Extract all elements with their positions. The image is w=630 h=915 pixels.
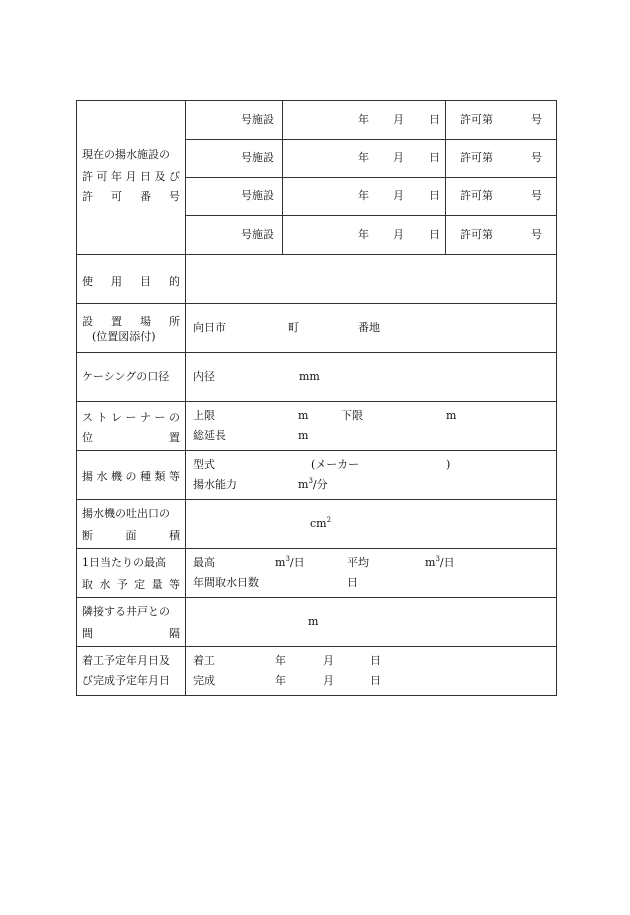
permit-label-char: 年 — [111, 170, 122, 183]
pump-label-char: 種 — [140, 470, 151, 483]
outlet-unit — [310, 517, 331, 531]
location-label-char: 所 — [169, 315, 180, 328]
location-label-char: 設 — [82, 315, 93, 328]
pump-capacity-unit-rate: /分 — [312, 478, 328, 491]
label-column-divider — [185, 101, 186, 695]
strainer-label-char: レ — [111, 411, 122, 424]
intake-label-char: 等 — [168, 578, 180, 591]
permit-number-prefix: 許可第 — [460, 189, 493, 202]
permit-label-line-3 — [82, 188, 180, 204]
purpose-label-char: 的 — [169, 275, 180, 288]
row-divider — [77, 254, 556, 255]
location-label-char: 置 — [111, 315, 122, 328]
strainer-label-line-1 — [82, 409, 180, 425]
permit-label-char: 可 — [96, 170, 108, 183]
row-divider — [77, 352, 556, 353]
distance-label-char: 隔 — [169, 627, 180, 640]
location-label — [82, 313, 180, 329]
outlet-label-char: 積 — [169, 529, 180, 542]
strainer-total-label: 総延長 — [193, 429, 226, 442]
strainer-label-char: ト — [96, 411, 108, 424]
casing-label: ケーシングの口径 — [82, 370, 170, 383]
intake-max-unit-rate: /日 — [289, 556, 305, 569]
permit-month-label: 月 — [393, 151, 404, 164]
intake-label-line-2 — [82, 576, 180, 592]
row-divider — [77, 303, 556, 304]
row-divider — [77, 646, 556, 647]
permit-label-char: 許 — [82, 170, 93, 183]
outlet-unit-base: cm — [310, 517, 327, 530]
intake-label-char: 定 — [134, 578, 146, 591]
location-town: 町 — [288, 321, 299, 334]
pump-capacity-unit — [298, 478, 328, 492]
permit-month-label: 月 — [393, 228, 404, 241]
permit-subrow-divider — [185, 215, 556, 216]
permit-label-char: 号 — [169, 190, 180, 203]
schedule-start-month: 月 — [323, 654, 334, 667]
row-divider — [77, 499, 556, 500]
permit-day-label: 日 — [429, 228, 440, 241]
permit-date-divider — [445, 101, 446, 254]
intake-days-label: 年間取水日数 — [193, 576, 259, 589]
permit-year-label: 年 — [358, 151, 369, 164]
permit-number-suffix: 号 — [531, 151, 542, 164]
permit-label-char: び — [169, 170, 180, 183]
permit-year-label: 年 — [358, 228, 369, 241]
pump-maker-open: (メーカー — [311, 458, 360, 471]
permit-label-char: 月 — [125, 170, 137, 183]
intake-avg-unit-exp: 3 — [435, 555, 440, 563]
schedule-label-line-1: 着工予定年月日及 — [82, 654, 170, 667]
intake-label-char: 量 — [151, 578, 163, 591]
purpose-label — [82, 273, 180, 289]
pump-label-char: 類 — [154, 470, 166, 483]
permit-number-prefix: 許可第 — [460, 228, 493, 241]
strainer-label-char: ス — [82, 411, 93, 424]
schedule-finish-month: 月 — [323, 674, 334, 687]
row-divider — [77, 597, 556, 598]
casing-unit: mm — [299, 370, 320, 383]
permit-label-char: 及 — [154, 170, 166, 183]
permit-month-label: 月 — [393, 189, 404, 202]
permit-label-char: 番 — [140, 190, 151, 203]
outlet-label-char: 断 — [82, 529, 93, 542]
strainer-label-char: ー — [154, 411, 166, 424]
outlet-unit-exp: 2 — [326, 516, 332, 524]
strainer-label-char: 置 — [169, 431, 180, 444]
strainer-label-char: ー — [125, 411, 137, 424]
intake-avg-label: 平均 — [347, 556, 369, 569]
row-divider — [77, 401, 556, 402]
permit-day-label: 日 — [429, 151, 440, 164]
permit-day-label: 日 — [429, 113, 440, 126]
outlet-label-line-2 — [82, 527, 180, 543]
pump-type-label: 型式 — [193, 458, 215, 471]
permit-label-char: 日 — [140, 170, 151, 183]
permit-number-prefix: 許可第 — [460, 113, 493, 126]
strainer-label-line-2 — [82, 429, 180, 445]
strainer-upper-label: 上限 — [193, 409, 215, 422]
intake-avg-unit-base: m — [425, 556, 436, 569]
permit-number-suffix: 号 — [531, 113, 542, 126]
permit-facility-divider — [282, 101, 283, 254]
schedule-finish-label: 完成 — [193, 674, 215, 687]
permit-number-suffix: 号 — [531, 228, 542, 241]
schedule-start-year: 年 — [275, 654, 286, 667]
permit-year-label: 年 — [358, 113, 369, 126]
permit-subrow-divider — [185, 177, 556, 178]
intake-label-char: 予 — [116, 578, 128, 591]
intake-label-char: 取 — [82, 578, 93, 591]
row-divider — [77, 450, 556, 451]
pump-label-char: 機 — [111, 470, 122, 483]
purpose-label-char: 目 — [140, 275, 151, 288]
strainer-total-unit: m — [298, 429, 309, 442]
permit-facility-label: 号施設 — [241, 151, 274, 164]
schedule-finish-year: 年 — [275, 674, 286, 687]
pump-label-char: 水 — [96, 470, 108, 483]
pump-maker-close: ) — [446, 458, 451, 471]
location-label-note: (位置図添付) — [92, 330, 156, 343]
strainer-label-char: の — [169, 411, 180, 424]
permit-label-line-2 — [82, 168, 180, 184]
permit-facility-label: 号施設 — [241, 189, 274, 202]
well-permit-form — [76, 100, 557, 696]
permit-day-label: 日 — [429, 189, 440, 202]
location-lot: 番地 — [358, 321, 380, 334]
row-divider — [77, 548, 556, 549]
permit-month-label: 月 — [393, 113, 404, 126]
intake-max-unit-base: m — [275, 556, 286, 569]
schedule-finish-day: 日 — [370, 674, 381, 687]
strainer-lower-unit: m — [446, 409, 457, 422]
pump-label-char: の — [125, 470, 137, 483]
permit-facility-label: 号施設 — [241, 113, 274, 126]
outlet-label-line-1: 揚水機の吐出口の — [82, 507, 170, 520]
casing-prefix: 内径 — [193, 370, 215, 383]
location-label-char: 場 — [140, 315, 151, 328]
permit-label-char: 許 — [82, 190, 93, 203]
purpose-label-char: 使 — [82, 275, 93, 288]
permit-facility-label: 号施設 — [241, 228, 274, 241]
intake-label-char: 水 — [99, 578, 111, 591]
intake-max-unit-exp: 3 — [285, 555, 290, 563]
permit-label-char: 可 — [111, 190, 122, 203]
distance-label-char: 間 — [82, 627, 93, 640]
pump-label-char: 等 — [169, 470, 180, 483]
permit-subrow-divider — [185, 139, 556, 140]
intake-days-unit: 日 — [347, 576, 358, 589]
strainer-label-char: 位 — [82, 431, 93, 444]
pump-capacity-label: 揚水能力 — [193, 478, 237, 491]
permit-number-suffix: 号 — [531, 189, 542, 202]
schedule-start-day: 日 — [370, 654, 381, 667]
pump-capacity-unit-exp: 3 — [308, 477, 313, 485]
location-city: 向日市 — [193, 321, 226, 334]
purpose-label-char: 用 — [111, 275, 122, 288]
pump-label — [82, 468, 180, 484]
schedule-start-label: 着工 — [193, 654, 215, 667]
strainer-label-char: ナ — [140, 411, 151, 424]
permit-label-line-1: 現在の揚水施設の — [82, 148, 170, 161]
intake-label-line-1: 1日当たりの最高 — [82, 556, 166, 569]
pump-capacity-unit-base: m — [298, 478, 309, 491]
outlet-label-char: 面 — [125, 529, 137, 542]
permit-year-label: 年 — [358, 189, 369, 202]
distance-label-line-2 — [82, 625, 180, 641]
distance-unit: m — [308, 615, 319, 628]
strainer-upper-unit: m — [298, 409, 309, 422]
permit-number-prefix: 許可第 — [460, 151, 493, 164]
pump-label-char: 揚 — [82, 470, 93, 483]
intake-avg-unit — [425, 556, 455, 570]
strainer-lower-label: 下限 — [341, 409, 363, 422]
intake-avg-unit-rate: /日 — [439, 556, 455, 569]
intake-max-label: 最高 — [193, 556, 215, 569]
distance-label-line-1: 隣接する井戸との — [82, 605, 170, 618]
intake-max-unit — [275, 556, 305, 570]
schedule-label-line-2: び完成予定年月日 — [82, 674, 170, 687]
